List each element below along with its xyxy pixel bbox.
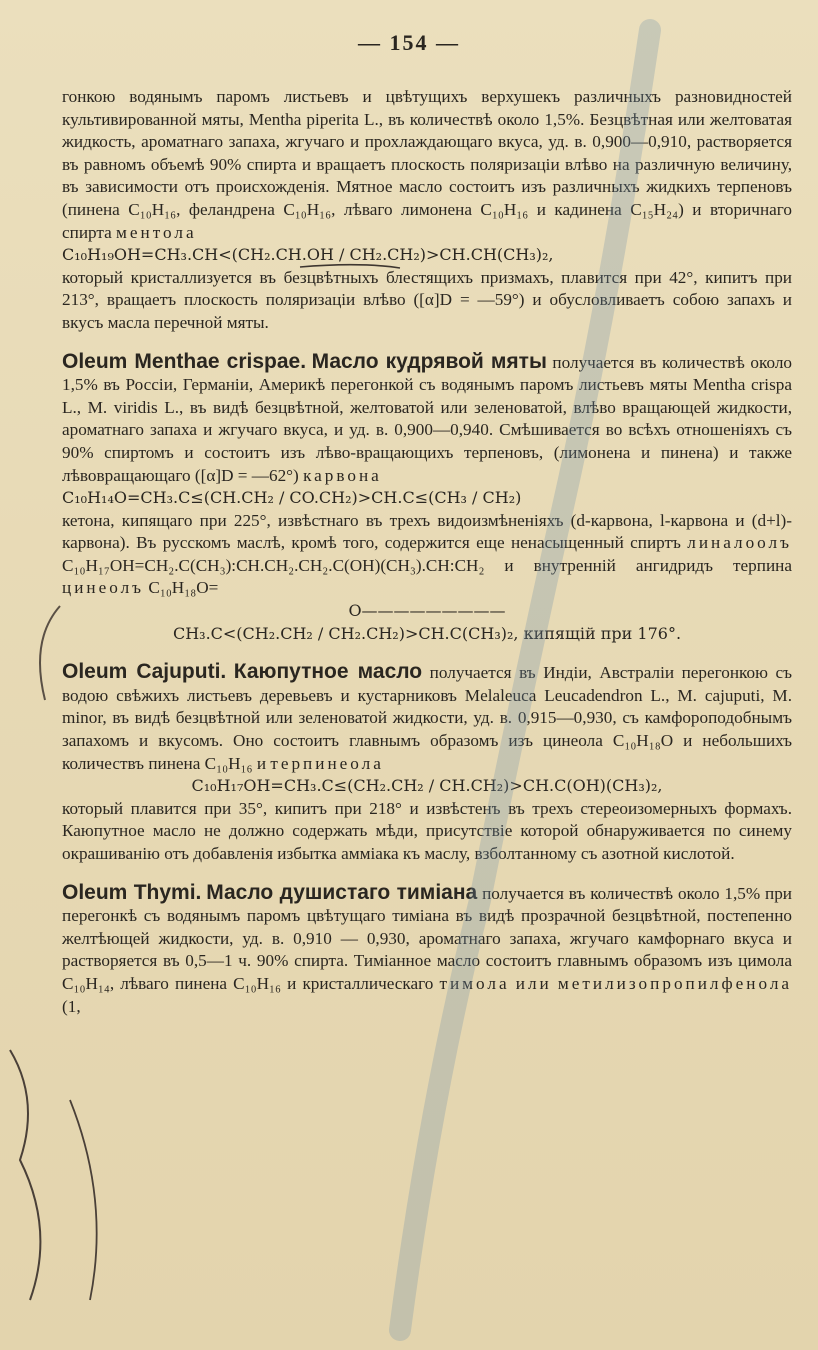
crispa-text: получается въ количествѣ около 1,5% въ Россiи, Германiи, Америкѣ перегонкой съ водянымъ паромъ листьевъ мяты Mentha crispa L., M. viridis L., въ видѣ безцвѣтной, желтоватой или зеленоватой, влѣво вращающей жидкости, ароматнаго запаха и жгучаго вкуса, и уд. в. 0,900—0,940. Смѣшивается во всѣхъ отношенiяхъ съ 90% спиртомъ и состоитъ изъ лѣво-вращающихъ терпеновъ, (лимонена и пинена) и также лѣвовращающаго ([α]D = —62°) (62, 352, 792, 485)
cajuput-text: получается въ Индiи, Австралiи перегонкою съ водою свѣжихъ листьевъ деревьевъ и кустарниковъ Melaleuca Leucadendron L., M. cajuputi, M. minor, въ видѣ безцвѣтной или зеленоватой жидкости, уд. в. 0,915—0,930, съ камфороподобнымъ запахомъ и вкусомъ. Оно состоитъ главнымъ образомъ изъ цинеола C₁₀H₁₈O и небольшихъ количествъ пинена C₁₀H₁₆ и (62, 663, 793, 773)
carvone-paragraph (62, 510, 792, 600)
terpineol-text: который плавится при 35°, кипитъ при 218° и извѣстенъ въ трехъ стереоизомерныхъ формахъ. Каюпутное масло не должно содержать мѣди, присутствiе которой обнаруживается по синему окрашиванiю отъ добавленiя избытка амміака къ маслу, взболтанному съ азотной кислотой. (62, 798, 792, 863)
thymol-term: тимола (439, 973, 510, 993)
cineol-term: цинеолъ (62, 578, 145, 598)
cineol-formula (62, 623, 792, 646)
menthol-paragraph (62, 267, 792, 335)
cajuput-heading-russian: Каюпутное масло (233, 660, 423, 684)
linalool-text: C₁₀H₁₇OH=CH₂.C(CH₃):CH.CH₂.CH₂.C(OH)(CH₃).CH:CH₂ и внутреннiй ангидридъ терпина (62, 555, 792, 575)
thyme-text-end: (1, (62, 996, 81, 1016)
terpineol-formula-text: C₁₀H₁₇OH=CH₃.C≤(CH₂.CH₂ / CH.CH₂)>CH.C(OH)(CH₃)₂, (191, 776, 663, 796)
cineol-formula-text: CH₃.C<(CH₂.CH₂ / CH₂.CH₂)>CH.C(CH₃)₂, (172, 623, 519, 643)
cineol-bridge-text: O————————— (348, 601, 506, 621)
terpineol-term: терпинеола (270, 753, 384, 773)
methylisopropylphenol-term: метилизопропилфенола (557, 973, 793, 993)
menthol-term: ментола (116, 222, 197, 242)
carvone-text: кетона, кипящаго при 225°, извѣстнаго въ трехъ видоизмѣненiяхъ (d-карвона, l-карвона и (d+l)-карвона). Въ русскомъ маслѣ, кромѣ того, содержится еще ненасыщенный спиртъ (62, 510, 792, 553)
margin-pencil-stroke (70, 1100, 97, 1300)
peppermint-text: гонкою водянымъ паромъ листьевъ и цвѣтущихъ верхушекъ различныхъ разновидностей культивированной мяты, Mentha piperita L., въ количествѣ около 1,5%. Безцвѣтная или желтоватая жидкость, ароматнаго запаха, жгучаго и прохлаждающаго вкуса, уд. в. 0,900—0,910, растворяется въ равномъ объемѣ 90% спирта и вращаетъ плоскость поляризацiи влѣво на различную величину, въ зависимости отъ происхожденiя. Мятное масло состоитъ изъ различныхъ жидкихъ терпеновъ (пинена C₁₀H₁₆, феландрена C₁₀H₁₆, лѣваго лимонена C₁₀H₁₆ и кадинена C₁₅H₂₄) и вторичнаго спирта (62, 87, 792, 242)
carvone-formula-text: C₁₀H₁₄O=CH₃.C≤(CH.CH₂ / CO.CH₂)>CH.C≤(CH₃ / CH₂) (62, 488, 522, 508)
peppermint-paragraph (62, 86, 792, 244)
or-word: или (515, 973, 552, 993)
carvone-term: карвона (303, 465, 382, 485)
thyme-heading-latin: Oleum Thymi. (62, 880, 202, 904)
crispa-heading-russian: Масло кудрявой мяты (311, 349, 547, 373)
section-gap (62, 866, 792, 882)
crispa-paragraph (62, 351, 792, 488)
cajuput-paragraph (62, 661, 792, 775)
crispa-heading-latin: Oleum Menthae crispae. (62, 349, 307, 373)
cineol-formula-bridge (62, 600, 792, 623)
menthol-formula-text: C₁₀H₁₉OH=CH₃.CH<(CH₂.CH.OH / CH₂.CH₂)>CH.CH(CH₃)₂, (62, 245, 554, 265)
page-number: — 154 — (358, 30, 460, 55)
thyme-heading-russian: Масло душистаго тимiана (206, 880, 478, 904)
menthol-formula (62, 244, 792, 267)
section-gap (62, 335, 792, 351)
terpineol-paragraph (62, 798, 792, 866)
margin-pencil-stroke (10, 1050, 40, 1300)
linalool-term: линалоолъ (687, 533, 793, 553)
carvone-formula (62, 487, 792, 510)
thyme-text: получается въ количествѣ около 1,5% при перегонкѣ съ водянымъ паромъ цвѣтущаго тимiана въ видѣ прозрачной безцвѣтной, постепенно желтѣющей жидкости, уд. в. 0,910 — 0,930, ароматнаго запаха, жгучаго камфорнаго вкуса и растворяется въ 0,5—1 ч. 90% спирта. Тимiанное масло состоитъ главнымъ образомъ изъ цимола C₁₀H₁₄, лѣваго пинена C₁₀H₁₆ и кристаллическаго (62, 883, 793, 993)
terpineol-formula (62, 775, 792, 798)
cineol-boiling-text: кипящiй при 176°. (523, 623, 682, 643)
cineol-formula-start: C₁₀H₁₈O= (148, 578, 219, 598)
menthol-text: который кристаллизуется въ безцвѣтныхъ блестящихъ призмахъ, плавится при 42°, кипитъ при 213°, вращаетъ плоскость поляризацiи влѣво ([α]D = —59°) и обусловливаетъ собою запахъ и вкусъ масла перечной мяты. (62, 267, 792, 332)
cajuput-heading-latin: Oleum Cajuputi. (62, 660, 227, 684)
margin-pencil-stroke (40, 606, 60, 700)
thyme-paragraph (62, 882, 792, 1019)
section-gap (62, 645, 792, 661)
page-body (62, 86, 792, 1018)
